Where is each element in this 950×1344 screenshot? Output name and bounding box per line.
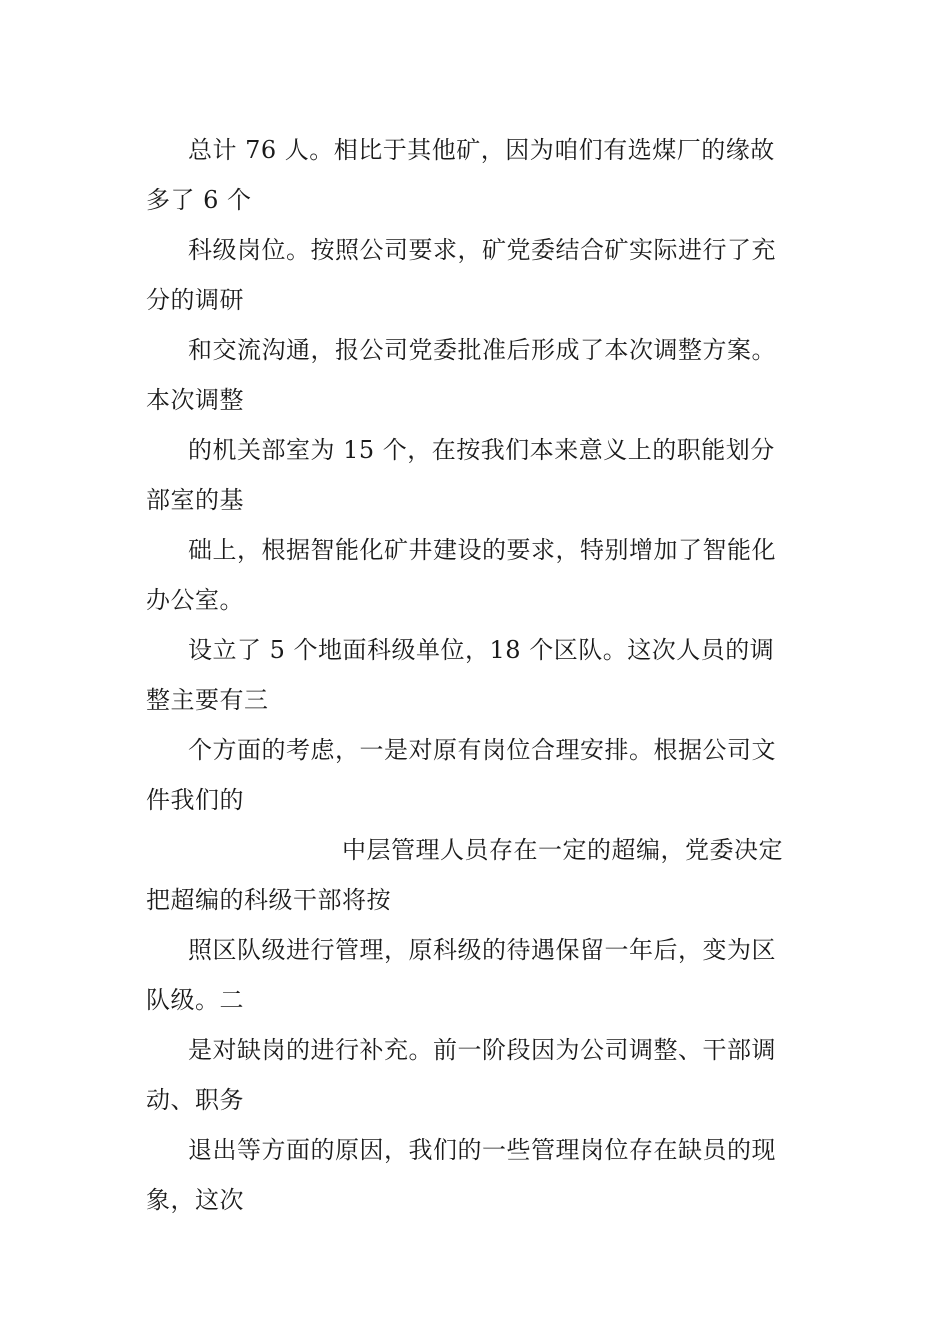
text-line: 分的调研 bbox=[146, 286, 244, 314]
text-line: 本次调整 bbox=[146, 386, 244, 414]
text-line: 办公室。 bbox=[146, 586, 244, 614]
text-line: 的机关部室为 15 个，在按我们本来意义上的职能划分 bbox=[188, 436, 775, 464]
text-line: 件我们的 bbox=[146, 786, 244, 814]
text-line: 象，这次 bbox=[146, 1186, 244, 1214]
text-line: 队级。二 bbox=[146, 986, 244, 1014]
text-line: 科级岗位。按照公司要求，矿党委结合矿实际进行了充 bbox=[188, 236, 776, 264]
text-line: 把超编的科级干部将按 bbox=[146, 886, 391, 914]
text-line: 个方面的考虑，一是对原有岗位合理安排。根据公司文 bbox=[188, 736, 776, 764]
text-line: 多了 6 个 bbox=[146, 186, 252, 214]
text-line: 础上，根据智能化矿井建设的要求，特别增加了智能化 bbox=[188, 536, 776, 564]
text-line: 退出等方面的原因，我们的一些管理岗位存在缺员的现 bbox=[188, 1136, 776, 1164]
text-line: 动、职务 bbox=[146, 1086, 244, 1114]
text-line: 照区队级进行管理，原科级的待遇保留一年后，变为区 bbox=[188, 936, 776, 964]
text-line: 是对缺岗的进行补充。前一阶段因为公司调整、干部调 bbox=[188, 1036, 776, 1064]
text-line: 部室的基 bbox=[146, 486, 244, 514]
text-line: 总计 76 人。相比于其他矿，因为咱们有选煤厂的缘故 bbox=[188, 136, 775, 164]
text-line: 设立了 5 个地面科级单位，18 个区队。这次人员的调 bbox=[188, 636, 775, 664]
text-line: 中层管理人员存在一定的超编，党委决定 bbox=[342, 836, 783, 864]
text-line: 和交流沟通，报公司党委批准后形成了本次调整方案。 bbox=[188, 336, 776, 364]
text-line: 整主要有三 bbox=[146, 686, 269, 714]
